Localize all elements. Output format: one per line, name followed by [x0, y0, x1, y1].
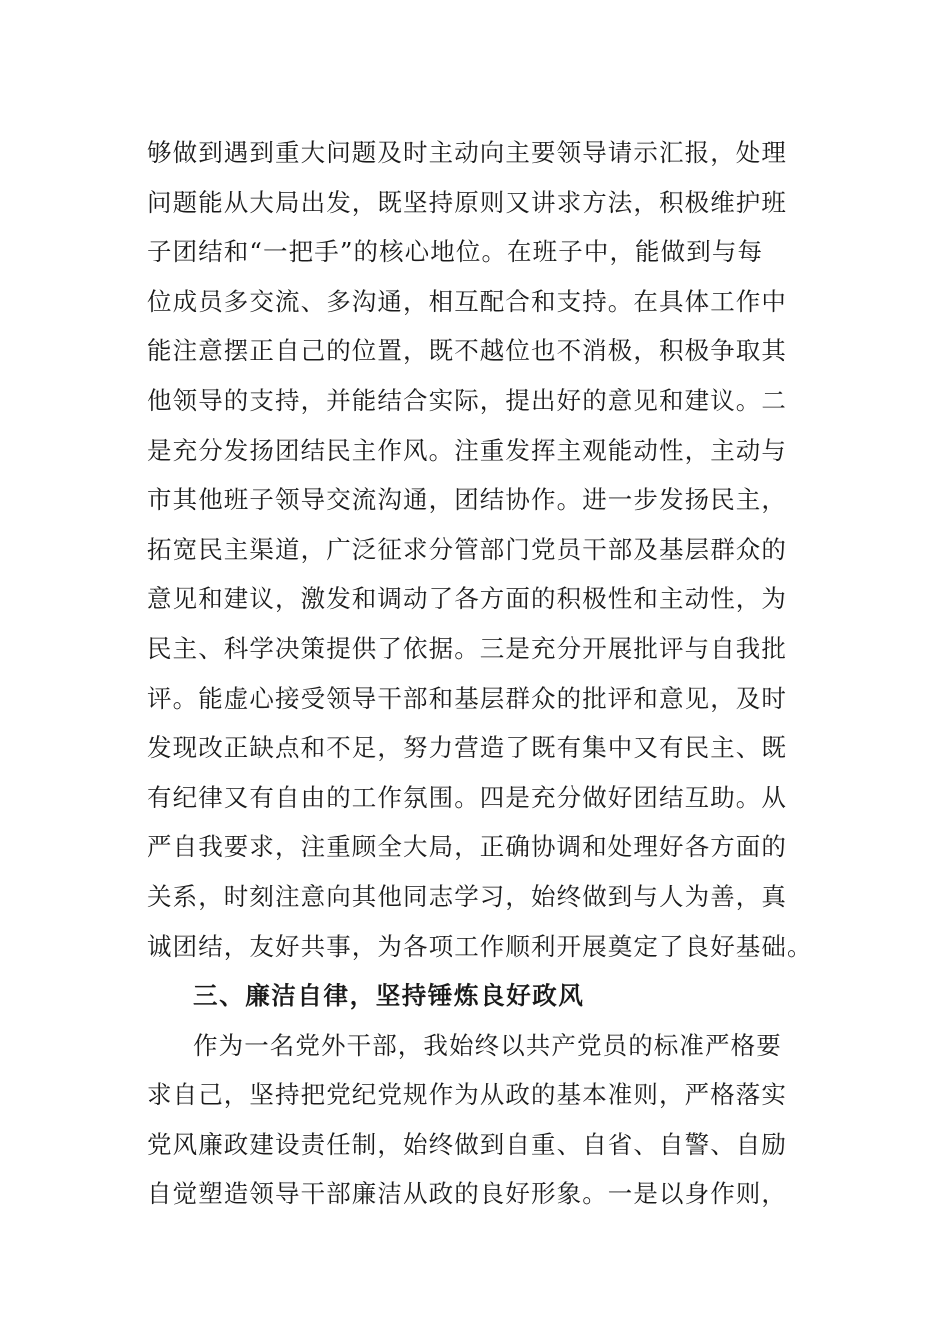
document-body: [147, 128, 813, 1219]
body-line: 问题能从大局出发，既坚持原则又讲求方法，积极维护班: [147, 187, 787, 217]
paragraph-first-line: 作为一名党外干部，我始终以共产党员的标准严格要: [193, 1030, 782, 1060]
body-line: 诚团结，友好共事，为各项工作顺利开展奠定了良好基础。: [147, 931, 813, 961]
body-line: 够做到遇到重大问题及时主动向主要领导请示汇报，处理: [147, 138, 787, 167]
body-line: 有纪律又有自由的工作氛围。四是充分做好团结互助。从: [147, 782, 787, 812]
body-line: 严自我要求，注重顾全大局，正确协调和处理好各方面的: [147, 832, 787, 862]
body-line: 市其他班子领导交流沟通，团结协作。进一步发扬民主，: [147, 485, 787, 515]
body-line: 位成员多交流、多沟通，相互配合和支持。在具体工作中: [147, 286, 787, 316]
section-heading: 三、廉洁自律，坚持锤炼良好政风: [193, 981, 585, 1011]
body-line: 能注意摆正自己的位置，既不越位也不消极，积极争取其: [147, 336, 787, 366]
body-line: 是充分发扬团结民主作风。注重发挥主观能动性，主动与: [147, 435, 787, 465]
body-line: 关系，时刻注意向其他同志学习，始终做到与人为善，真: [147, 881, 787, 911]
body-line: 拓宽民主渠道，广泛征求分管部门党员干部及基层群众的: [147, 534, 787, 564]
body-line: 党风廉政建设责任制，始终做到自重、自省、自警、自励: [147, 1129, 787, 1159]
body-line: 子团结和“一把手”的核心地位。在班子中，能做到与每: [147, 237, 764, 267]
body-line: 自觉塑造领导干部廉洁从政的良好形象。一是以身作则，: [147, 1179, 787, 1209]
body-line: 他领导的支持，并能结合实际，提出好的意见和建议。二: [147, 385, 787, 415]
body-line: 发现改正缺点和不足，努力营造了既有集中又有民主、既: [147, 733, 787, 763]
body-line: 民主、科学决策提供了依据。三是充分开展批评与自我批: [147, 633, 787, 663]
body-line: 求自己，坚持把党纪党规作为从政的基本准则，严格落实: [147, 1080, 787, 1110]
body-line: 意见和建议，激发和调动了各方面的积极性和主动性，为: [147, 584, 787, 614]
body-line: 评。能虚心接受领导干部和基层群众的批评和意见，及时: [147, 683, 787, 713]
